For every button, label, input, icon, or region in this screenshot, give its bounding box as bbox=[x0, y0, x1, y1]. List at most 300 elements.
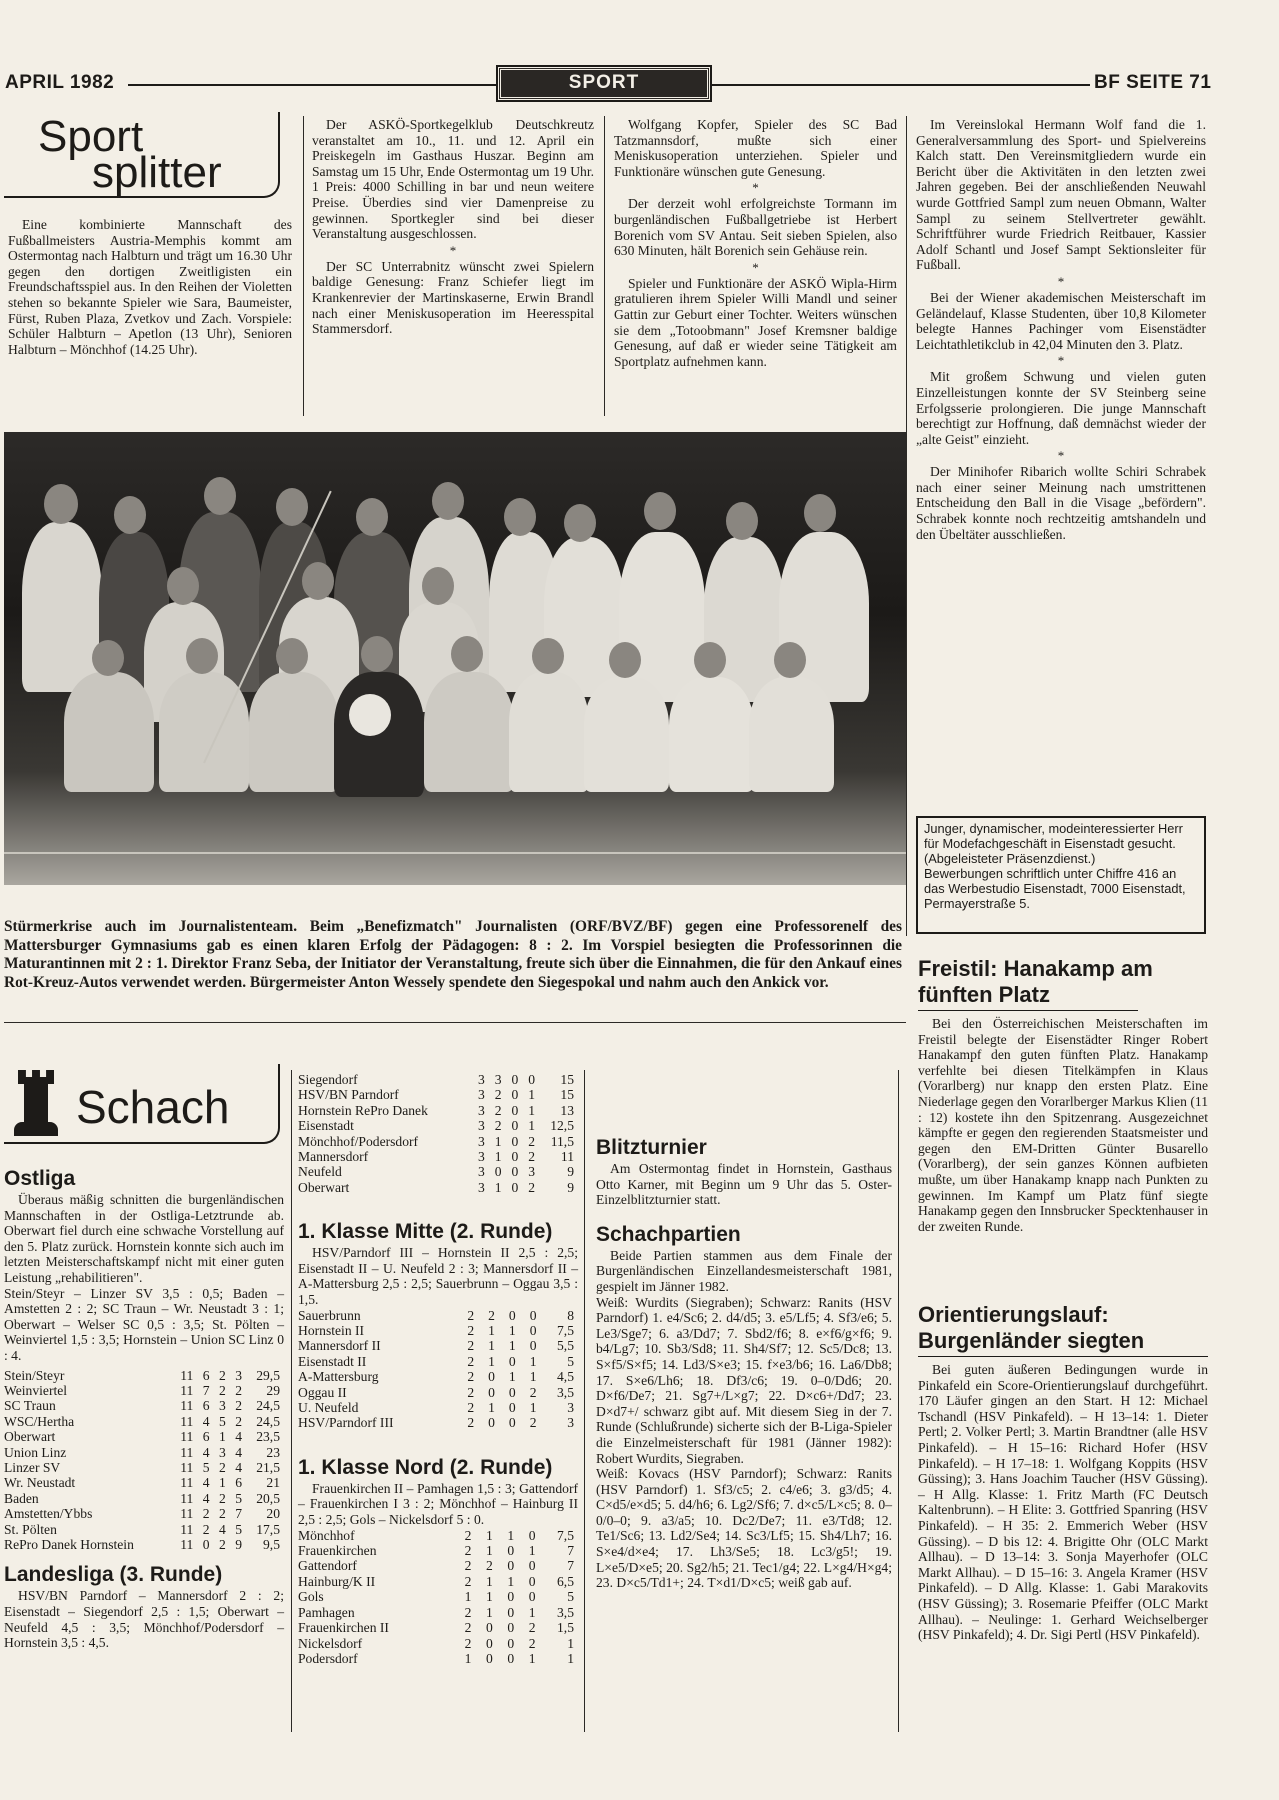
team-stat: 1 bbox=[464, 1589, 472, 1605]
standings-row bbox=[298, 1369, 574, 1384]
rook-battlement bbox=[18, 1070, 54, 1084]
team-stat: 1 bbox=[485, 1604, 493, 1620]
separator-star: * bbox=[1057, 273, 1065, 289]
team-stat: 3,5 bbox=[557, 1604, 574, 1620]
standings-row bbox=[4, 1506, 280, 1521]
team-stat: 2 bbox=[219, 1506, 226, 1522]
team-stat: 2 bbox=[464, 1543, 472, 1559]
team-stat: 3 bbox=[494, 1072, 502, 1087]
standings-row bbox=[298, 1385, 574, 1400]
team-stat: 1 bbox=[488, 1400, 495, 1416]
team-name: RePro Danek Hornstein bbox=[4, 1537, 134, 1552]
team-stat: 1 bbox=[528, 1102, 535, 1118]
team-stat: 4 bbox=[202, 1475, 210, 1491]
team-name: SC Traun bbox=[4, 1398, 56, 1414]
standings-row bbox=[298, 1087, 574, 1102]
standings-row bbox=[298, 1543, 574, 1558]
team-stat: 11 bbox=[180, 1537, 194, 1552]
sportsplitter-logo bbox=[4, 112, 280, 198]
section-rule bbox=[4, 1022, 906, 1023]
team-stat: 0 bbox=[528, 1573, 536, 1589]
team-stat: 3 bbox=[235, 1367, 243, 1383]
team-name: Hornstein RePro Danek bbox=[298, 1102, 428, 1118]
player-head bbox=[186, 638, 218, 674]
team-stat: 2 bbox=[464, 1620, 472, 1636]
team-name: Siegendorf bbox=[298, 1072, 358, 1087]
photo-caption: Stürmerkrise auch im Journalistenteam. Beim „Benefizmatch" Journalisten (ORF/BVZ/BF) gegen eine Professorenelf des Mattersburger Gymnasiums gab es einen klaren Erfolg der Pädagogen: 8 : 2. Im Vorspiel besiegten die Professorinnen die Maturantinnen mit 2 : 1. Direktor Franz Seba, der Initiator der Veranstaltung, freute sich über die Einnahmen, die für den Ankauf eines Rot-Kreuz-Autos verwendet werden. Bürgermeister Anton Wessely spendete den Siegespokal und nahm auch den Ankick vor. bbox=[4, 918, 902, 991]
team-stat: 5 bbox=[235, 1490, 243, 1506]
team-stat: 3 bbox=[219, 1398, 226, 1414]
team-stat: 9,5 bbox=[263, 1537, 280, 1552]
standings-row bbox=[298, 1118, 574, 1133]
nord-standings bbox=[298, 1528, 574, 1667]
classified-ad bbox=[916, 816, 1206, 934]
team-stat: 1 bbox=[528, 1543, 536, 1559]
standings-row bbox=[298, 1415, 574, 1430]
splitter-preiskegeln: Der ASKÖ-Sportkegelklub Deutschkreutz veranstaltet am 10., 11. und 12. April ein Preiskegeln im Gasthaus Huszar. Beginn am Samstag um 15 Uhr, Ende Ostermontag um 19 Uhr. 1 Preis: 4000 Schilling in bar und neun weitere Preise. Überdies sind vier Damenpreise zu gewinnen. Sportkegler sind bei dieser Veranstaltung ausgeschlossen. bbox=[312, 117, 594, 242]
team-stat: 1,5 bbox=[557, 1620, 574, 1636]
team-stat: 7 bbox=[567, 1558, 574, 1574]
team-stat: 1 bbox=[567, 1635, 574, 1651]
player-figure bbox=[749, 677, 834, 792]
team-stat: 1 bbox=[219, 1429, 226, 1445]
standings-row bbox=[298, 1134, 574, 1149]
team-stat: 1 bbox=[494, 1179, 502, 1195]
team-stat: 11 bbox=[180, 1506, 194, 1522]
schachpartie-2: Weiß: Kovacs (HSV Parndorf); Schwarz: Ranits (HSV Parndorf) 1. Sf3/c5; 2. c4/e6; 3. g3/d5; 4. C×d5/e×d5; 5. d4/h6; 6. Lg2/Sf6; 7. d×c5/L×c5; 8. 0–0/0–0; 9. a3/a5; 10. Dc2/De7; 11. e3/Td8; 12. Te1/Sc6; 13. Ld2/Se4; 14. Sc3/Lf5; 15. Sh4/Lh7; 16. S×e4/d×e4; 17. Lh3/Se5; 18. Lc3/g5!; 19. L×e5/D×e5; 20. Sg2/h5; 21. Tec1/g4; 22. L×g4/H×g4; 23. D×c5/Td1+; 24. T×d1/D×c5; weiß gab auf. bbox=[596, 1466, 892, 1591]
player-head bbox=[504, 498, 536, 536]
player-figure bbox=[64, 672, 154, 792]
team-stat: 5 bbox=[567, 1589, 574, 1605]
ostliga-results: Stein/Steyr – Linzer SV 3,5 : 0,5; Baden – Amstetten 2 : 2; SC Traun – Wr. Neustadt 3 : 1; Oberwart – Welser SC 0,5 : 3,5; St. Pölten – Weinviertel 1,5 : 3,5; Hornstein – Union SC Linz 0 : 4. bbox=[4, 1285, 284, 1363]
team-stat: 11 bbox=[180, 1382, 194, 1398]
team-stat: 3 bbox=[567, 1400, 574, 1416]
team-stat: 2 bbox=[467, 1369, 475, 1385]
player-head bbox=[532, 638, 564, 674]
player-head bbox=[114, 496, 146, 534]
team-stat: 13 bbox=[560, 1102, 574, 1118]
team-name: Union Linz bbox=[4, 1444, 67, 1460]
team-stat: 3 bbox=[477, 1072, 485, 1087]
team-stat: 3 bbox=[477, 1133, 485, 1149]
standings-row bbox=[4, 1368, 280, 1383]
splitter-borenich: Der derzeit wohl erfolgreichste Tormann im burgenländischen Fußballgetriebe ist Herbert Borenich vom SV Antau. Seit sieben Spielen, also 630 Minuten, hält Borenich sein Gehäuse rein. bbox=[614, 196, 897, 259]
team-stat: 11 bbox=[180, 1521, 194, 1537]
team-stat: 2 bbox=[235, 1382, 243, 1398]
team-stat: 0 bbox=[507, 1589, 515, 1605]
mitte-results: HSV/Parndorf III – Hornstein II 2,5 : 2,5; Eisenstadt II – U. Neufeld 2 : 3; Mannersdorf II – A-Mattersburg 2,5 : 2,5; Sauerbrunn – Oggau 3,5 : 1,5. bbox=[298, 1245, 578, 1308]
team-stat: 0 bbox=[488, 1384, 495, 1400]
team-stat: 0 bbox=[529, 1323, 537, 1339]
team-stat: 1 bbox=[508, 1323, 516, 1339]
team-stat: 9 bbox=[567, 1164, 574, 1180]
team-stat: 0 bbox=[494, 1164, 502, 1180]
player-head bbox=[451, 636, 483, 672]
team-stat: 1 bbox=[529, 1369, 537, 1385]
team-stat: 0 bbox=[528, 1558, 536, 1574]
team-stat: 2 bbox=[219, 1382, 226, 1398]
team-stat: 5 bbox=[202, 1459, 210, 1475]
team-stat: 11 bbox=[180, 1444, 194, 1460]
schach-column-2 bbox=[298, 1072, 578, 1666]
team-stat: 2 bbox=[219, 1537, 226, 1552]
team-stat: 0 bbox=[507, 1543, 515, 1559]
team-stat: 2 bbox=[219, 1490, 226, 1506]
team-stat: 2 bbox=[528, 1635, 536, 1651]
team-stat: 2 bbox=[464, 1604, 472, 1620]
team-stat: 2 bbox=[464, 1558, 472, 1574]
team-stat: 0 bbox=[485, 1650, 493, 1666]
team-stat: 0 bbox=[511, 1179, 519, 1195]
team-stat: 1 bbox=[488, 1353, 495, 1369]
team-stat: 1 bbox=[529, 1353, 537, 1369]
ostliga-heading: Ostliga bbox=[4, 1167, 76, 1190]
team-stat: 0 bbox=[529, 1307, 537, 1323]
team-stat: 2 bbox=[467, 1415, 475, 1431]
team-stat: 1 bbox=[219, 1475, 226, 1491]
team-stat: 4 bbox=[202, 1490, 210, 1506]
team-stat: 0 bbox=[507, 1604, 515, 1620]
team-stat: 5 bbox=[235, 1521, 243, 1537]
team-stat: 3 bbox=[528, 1164, 535, 1180]
team-stat: 20 bbox=[266, 1506, 280, 1522]
ad-offer: Junger, dynamischer, modeinteressierter Herr für Modefachgeschäft in Eisenstadt gesucht. (Abgeleisteter Präsenzdienst.) bbox=[924, 821, 1183, 866]
freistil-body: Bei den Österreichischen Meisterschaften im Freistil belegte der Eisenstädter Ringer Robert Hanakampf den guten fünften Platz. Hanakamp verfehlte bei diesen Titelkämpfen in Klaus (Vorarlberg) nur knapp den ersten Platz. Eine Niederlage gegen den Vorarlberger Markus Klien (11 : 12) kostete ihn den Spitzenrang. Ausgezeichnet kämpfte er gegen den regierenden Staatsmeister und gegen den EM-Dritten Günter Busarello (Vorarlberg), der sein ganzes Können aufbieten mußte, um über Hanakamp knapp nach Punkten zu gewinnen. Im Kampf um Platz fünf siegte Hanakamp gegen den Innsbrucker Specktenhauser in der zweiten Runde. bbox=[918, 1016, 1208, 1234]
column-rule bbox=[303, 116, 304, 416]
team-stat: 0 bbox=[511, 1133, 519, 1149]
team-name: Neufeld bbox=[298, 1164, 342, 1180]
ostliga-report: Überaus mäßig schnitten die burgenländischen Mannschaften in der Ostliga-Letztrunde ab. Oberwart fiel durch eine schwache Vorstellung auf den 5. Platz zurück. Hornstein konnte sich auch im letzten Meisterschaftskampf nicht mit einer guten Leistung „rehabilitieren". bbox=[4, 1192, 284, 1285]
team-stat: 1 bbox=[507, 1527, 515, 1543]
team-stat: 5,5 bbox=[557, 1338, 574, 1354]
separator-star: * bbox=[752, 180, 759, 196]
landesliga-standings bbox=[298, 1072, 574, 1195]
separator-star: * bbox=[752, 259, 759, 275]
issue-date: APRIL 1982 bbox=[5, 72, 115, 93]
schach-logo bbox=[4, 1064, 280, 1144]
team-name: Mönchhof/Podersdorf bbox=[298, 1133, 419, 1149]
orientierung-headline: Orientierungslauf: Burgenländer siegten bbox=[918, 1302, 1145, 1353]
team-stat: 1 bbox=[508, 1338, 516, 1354]
team-stat: 11 bbox=[180, 1475, 194, 1491]
team-stat: 6 bbox=[235, 1475, 243, 1491]
team-stat: 9 bbox=[567, 1179, 574, 1195]
standings-row bbox=[298, 1400, 574, 1415]
blitzturnier-text: Am Ostermontag findet in Hornstein, Gasthaus Otto Karner, mit Beginn um 9 Uhr das 5. Oster-Einzelblitzturnier statt. bbox=[596, 1161, 892, 1208]
landesliga-heading: Landesliga (3. Runde) bbox=[4, 1563, 223, 1587]
blitzturnier-heading: Blitzturnier bbox=[596, 1136, 707, 1159]
team-stat: 4,5 bbox=[557, 1369, 574, 1385]
team-stat: 0 bbox=[528, 1527, 536, 1543]
team-stat: 2 bbox=[464, 1635, 472, 1651]
team-name: Eisenstadt bbox=[298, 1118, 354, 1134]
splitter-ribarich: Der Minihofer Ribarich wollte Schiri Schrabek nach einer seiner Meinung nach umstrittenen Entscheidung den Ball in die Visage „befördern". Schrabek konnte noch rechtzeitig amtshandeln und den Übeltäter ausschließen. bbox=[916, 464, 1206, 542]
team-name: Linzer SV bbox=[4, 1459, 61, 1475]
team-stat: 11 bbox=[180, 1490, 194, 1506]
player-figure bbox=[584, 677, 669, 792]
team-stat: 2 bbox=[485, 1558, 493, 1574]
team-stat: 1 bbox=[464, 1650, 472, 1666]
team-stat: 2 bbox=[528, 1133, 535, 1149]
team-stat: 2 bbox=[219, 1367, 226, 1383]
team-name: St. Pölten bbox=[4, 1521, 57, 1537]
schach-column-3 bbox=[596, 1135, 892, 1591]
team-stat: 0 bbox=[529, 1338, 537, 1354]
team-stat: 0 bbox=[511, 1164, 519, 1180]
team-name: Gattendorf bbox=[298, 1558, 357, 1574]
column-rule bbox=[584, 1070, 585, 1732]
player-head bbox=[726, 502, 758, 540]
standings-row bbox=[298, 1072, 574, 1087]
player-head bbox=[774, 642, 806, 678]
player-head bbox=[564, 504, 596, 542]
team-stat: 8 bbox=[567, 1307, 574, 1323]
team-stat: 1 bbox=[485, 1573, 493, 1589]
player-head bbox=[276, 638, 308, 674]
team-name: Gols bbox=[298, 1589, 324, 1605]
team-stat: 2 bbox=[528, 1179, 535, 1195]
team-stat: 0 bbox=[202, 1537, 210, 1552]
standings-row bbox=[298, 1528, 574, 1543]
team-name: Hornstein II bbox=[298, 1323, 365, 1339]
team-name: HSV/BN Parndorf bbox=[298, 1087, 399, 1103]
team-stat: 2 bbox=[464, 1527, 472, 1543]
splitter-austria-memphis: Eine kombinierte Mannschaft des Fußballmeisters Austria-Memphis kommt am Ostermontag nach Halbturn und trägt um 16.30 Uhr gegen den dortigen Zweitligisten ein Freundschaftsspiel aus. In den Reihen der Violetten stehen so bekannte Spieler wie Sara, Baumeister, Fürst, Ruben Plaza, Zvetkov und Zach. Vorspiele: Schüler Halbturn – Apetlon (13 Uhr), Senioren Halbturn – Mönchhof (14.25 Uhr). bbox=[8, 217, 292, 357]
standings-row bbox=[298, 1149, 574, 1164]
team-stat: 3 bbox=[567, 1415, 574, 1431]
team-stat: 2 bbox=[467, 1338, 475, 1354]
team-stat: 3 bbox=[477, 1179, 485, 1195]
standings-row bbox=[298, 1574, 574, 1589]
schach-column-1 bbox=[4, 1166, 284, 1651]
team-stat: 0 bbox=[528, 1589, 536, 1605]
team-stat: 4 bbox=[202, 1413, 210, 1429]
floor-marking bbox=[4, 852, 906, 854]
team-stat: 0 bbox=[488, 1369, 495, 1385]
ad-contact: Bewerbungen schriftlich unter Chiffre 416 an das Werbestudio Eisenstadt, 7000 Eisenstadt, Permayerstraße 5. bbox=[924, 866, 1186, 911]
team-stat: 24,5 bbox=[256, 1413, 280, 1429]
team-stat: 0 bbox=[511, 1149, 519, 1165]
team-name: Pamhagen bbox=[298, 1604, 355, 1620]
team-stat: 7,5 bbox=[557, 1323, 574, 1339]
header-rule-left bbox=[128, 84, 496, 86]
standings-row bbox=[298, 1103, 574, 1118]
team-name: A-Mattersburg bbox=[298, 1369, 379, 1385]
orientierung-body: Bei guten äußeren Bedingungen wurde in Pinkafeld ein Score-Orientierungslauf durchgeführt. 170 Läufer gingen an den Start. H 12: Michael Tschandl (HSV Pinkafeld). – H 13–14: 1. Dieter Pertl; 2. Volker Pertl; 3. Martin Brandtner (alle HSV Pinkafeld). – H 15–16: Richard Hofer (HSV Pinkafeld). – H 17–18: 1. Wolfgang Koppits (HSV Güssing); 3. Hans Joachim Taucher (HSV Güssing). – H Allg. Klasse: 1. Fritz Marth (FC Deutsch Kaltenbrunn). – H Elite: 3. Gottfried Spanring (HSV Pinkafeld). – H 35: 2. Emmerich Weber (HSV Güssing). – D bis 12: 4. Brigitte Ohr (OLC Markt Allhau). – D 13–14: 3. Sonja Mayerhofer (OLC Markt Allhau). – D 15–16: 3. Angela Kramer (HSV Pinkafeld). – D Allg. Klasse: 1. Gabi Marakovits (HSV Güssing); 3. Rosemarie Pfeiffer (OLC Markt Allhau). – Neulinge: 1. Gerhard Weichselberger (HSV Pinkafeld); 4. Dr. Sigi Pertl (HSV Pinkafeld). bbox=[918, 1362, 1208, 1643]
splitter-column-3 bbox=[614, 117, 897, 369]
section-banner: SPORT bbox=[498, 67, 710, 100]
player-head bbox=[44, 484, 78, 524]
player-head bbox=[694, 642, 726, 678]
standings-row bbox=[298, 1620, 574, 1635]
player-figure bbox=[22, 522, 102, 692]
team-name: Mannersdorf II bbox=[298, 1338, 381, 1354]
team-stat: 0 bbox=[485, 1635, 493, 1651]
column-rule bbox=[291, 1070, 292, 1732]
team-stat: 2 bbox=[494, 1102, 502, 1118]
team-stat: 5 bbox=[219, 1413, 226, 1429]
standings-row bbox=[298, 1354, 574, 1369]
team-stat: 7 bbox=[202, 1382, 210, 1398]
team-stat: 23,5 bbox=[256, 1429, 280, 1445]
header-rule-right bbox=[712, 84, 1090, 86]
team-stat: 0 bbox=[508, 1307, 516, 1323]
team-stat: 7 bbox=[235, 1506, 243, 1522]
team-name: Hainburg/K II bbox=[298, 1573, 376, 1589]
standings-row bbox=[298, 1558, 574, 1573]
splitter-kopfer: Wolfgang Kopfer, Spieler des SC Bad Tatzmannsdorf, mußte sich einer Meniskusoperation unterziehen. Spieler und Funktionäre wünschen gute Genesung. bbox=[614, 117, 897, 179]
mitte-standings bbox=[298, 1308, 574, 1431]
team-stat: 1 bbox=[485, 1543, 493, 1559]
team-stat: 29,5 bbox=[256, 1367, 280, 1383]
splitter-gelaendelauf: Bei der Wiener akademischen Meisterschaft im Geländelauf, Klasse Studenten, über 10,8 Kilometer belegte Hannes Pachinger vom Eisenstädter Leichtathletikclub in 42,04 Minuten den 3. Platz. bbox=[916, 289, 1206, 352]
player-head bbox=[204, 477, 236, 515]
team-stat: 0 bbox=[508, 1384, 516, 1400]
standings-row bbox=[298, 1605, 574, 1620]
team-name: Oggau II bbox=[298, 1384, 347, 1400]
standings-row bbox=[298, 1164, 574, 1179]
team-stat: 0 bbox=[485, 1620, 493, 1636]
team-name: Amstetten/Ybbs bbox=[4, 1506, 93, 1522]
team-stat: 0 bbox=[508, 1353, 516, 1369]
team-name: Weinviertel bbox=[4, 1382, 68, 1398]
team-stat: 2 bbox=[235, 1413, 243, 1429]
team-stat: 2 bbox=[529, 1415, 537, 1431]
splitter-unterrabnitz: Der SC Unterrabnitz wünscht zwei Spielern baldige Genesung: Franz Schiefer liegt im Krankenrevier der Martinskaserne, Erwin Brandl nach einer Meniskusoperation im Heeresspital Stammersdorf. bbox=[312, 258, 594, 337]
team-stat: 3 bbox=[477, 1102, 485, 1118]
splitter-column-2 bbox=[312, 117, 594, 337]
team-stat: 1 bbox=[494, 1133, 502, 1149]
standings-row bbox=[4, 1398, 280, 1413]
team-stat: 2 bbox=[464, 1573, 472, 1589]
team-name: Frauenkirchen II bbox=[298, 1620, 389, 1636]
standings-row bbox=[4, 1460, 280, 1475]
standings-row bbox=[4, 1537, 280, 1552]
player-figure bbox=[669, 677, 754, 792]
player-figure bbox=[509, 672, 589, 792]
team-stat: 6,5 bbox=[557, 1573, 574, 1589]
mitte-heading: 1. Klasse Mitte (2. Runde) bbox=[298, 1220, 553, 1244]
team-name: Nickelsdorf bbox=[298, 1635, 363, 1651]
player-head bbox=[361, 636, 393, 672]
column-rule bbox=[604, 116, 605, 416]
team-stat: 0 bbox=[508, 1400, 516, 1416]
splitter-steinberg: Mit großem Schwung und vielen guten Einzelleistungen konnte der SV Steinberg seine Erfolgsserie prolongieren. Die junge Mannschaft berechtigt zur Hoffnung, daß demnächst wieder der „alte Geist" einzieht. bbox=[916, 369, 1206, 447]
splitter-column-1 bbox=[8, 217, 292, 357]
player-head bbox=[644, 492, 676, 530]
team-stat: 1 bbox=[508, 1369, 516, 1385]
team-stat: 2 bbox=[202, 1506, 210, 1522]
team-stat: 6 bbox=[202, 1398, 210, 1414]
team-stat: 2 bbox=[467, 1307, 475, 1323]
team-stat: 2 bbox=[494, 1087, 502, 1103]
team-stat: 2 bbox=[528, 1149, 535, 1165]
team-name: Podersdorf bbox=[298, 1650, 358, 1666]
player-figure bbox=[249, 672, 339, 792]
page-number: BF SEITE 71 bbox=[1094, 72, 1212, 93]
logo-word-schach: Schach bbox=[76, 1081, 230, 1133]
team-stat: 1 bbox=[485, 1527, 493, 1543]
team-stat: 11 bbox=[180, 1413, 194, 1429]
team-name: Frauenkirchen bbox=[298, 1543, 377, 1559]
goalkeeper-figure bbox=[334, 672, 424, 797]
player-head bbox=[804, 494, 836, 532]
team-stat: 3 bbox=[477, 1118, 485, 1134]
standings-row bbox=[4, 1445, 280, 1460]
team-name: Baden bbox=[4, 1490, 39, 1506]
team-name: Eisenstadt II bbox=[298, 1353, 367, 1369]
ostliga-standings bbox=[4, 1368, 280, 1553]
team-name: Mönchhof bbox=[298, 1527, 355, 1543]
team-stat: 1 bbox=[488, 1323, 495, 1339]
team-stat: 11 bbox=[180, 1429, 194, 1445]
team-stat: 1 bbox=[528, 1604, 536, 1620]
team-stat: 4 bbox=[235, 1429, 243, 1445]
team-stat: 11 bbox=[560, 1149, 574, 1165]
team-stat: 4 bbox=[202, 1444, 210, 1460]
standings-row bbox=[4, 1429, 280, 1444]
team-name: Stein/Steyr bbox=[4, 1367, 65, 1383]
team-stat: 20,5 bbox=[256, 1490, 280, 1506]
schachpartien-intro: Beide Partien stammen aus dem Finale der Burgenländischen Einzellandesmeisterschaft 1981, gespielt im Jänner 1982. bbox=[596, 1247, 892, 1294]
team-stat: 11 bbox=[180, 1367, 194, 1383]
nord-results: Frauenkirchen II – Pamhagen 1,5 : 3; Gattendorf – Frauenkirchen I 3 : 2; Mönchhof – Hainburg II 2,5 : 2,5; Gols – Nickelsdorf 5 : 0. bbox=[298, 1480, 578, 1528]
standings-row bbox=[298, 1323, 574, 1338]
team-stat: 1 bbox=[528, 1087, 535, 1103]
headline-underline bbox=[918, 1010, 1138, 1011]
team-stat: 23 bbox=[266, 1444, 280, 1460]
headline-underline bbox=[918, 1356, 1208, 1357]
ball-icon bbox=[349, 694, 391, 736]
player-head bbox=[609, 642, 641, 678]
standings-row bbox=[4, 1522, 280, 1537]
team-stat: 2 bbox=[488, 1307, 495, 1323]
team-stat: 0 bbox=[507, 1558, 515, 1574]
team-stat: 17,5 bbox=[256, 1521, 280, 1537]
separator-star: * bbox=[449, 242, 457, 258]
team-name: Sauerbrunn bbox=[298, 1307, 361, 1323]
team-stat: 29 bbox=[266, 1382, 280, 1398]
chess-rook-icon bbox=[14, 1070, 58, 1138]
team-stat: 4 bbox=[235, 1444, 243, 1460]
team-stat: 0 bbox=[507, 1635, 515, 1651]
team-stat: 11 bbox=[180, 1459, 194, 1475]
standings-row bbox=[4, 1475, 280, 1490]
team-stat: 21 bbox=[266, 1475, 280, 1491]
team-stat: 2 bbox=[235, 1398, 243, 1414]
team-stat: 7,5 bbox=[557, 1527, 574, 1543]
team-stat: 0 bbox=[488, 1415, 495, 1431]
team-stat: 15 bbox=[560, 1087, 574, 1103]
player-head bbox=[276, 488, 308, 526]
team-stat: 2 bbox=[467, 1323, 475, 1339]
standings-row bbox=[4, 1383, 280, 1398]
player-head bbox=[167, 567, 199, 605]
team-stat: 0 bbox=[511, 1102, 519, 1118]
team-stat: 6 bbox=[202, 1429, 210, 1445]
separator-star: * bbox=[1057, 353, 1065, 369]
nord-heading: 1. Klasse Nord (2. Runde) bbox=[298, 1455, 553, 1479]
team-stat: 2 bbox=[494, 1118, 502, 1134]
team-stat: 0 bbox=[511, 1087, 519, 1103]
team-stat: 2 bbox=[528, 1620, 536, 1636]
team-stat: 3 bbox=[477, 1164, 485, 1180]
team-stat: 5 bbox=[567, 1353, 574, 1369]
player-head bbox=[432, 482, 464, 520]
team-stat: 4 bbox=[219, 1521, 226, 1537]
team-stat: 0 bbox=[511, 1118, 519, 1134]
team-name: Wr. Neustadt bbox=[4, 1475, 76, 1491]
